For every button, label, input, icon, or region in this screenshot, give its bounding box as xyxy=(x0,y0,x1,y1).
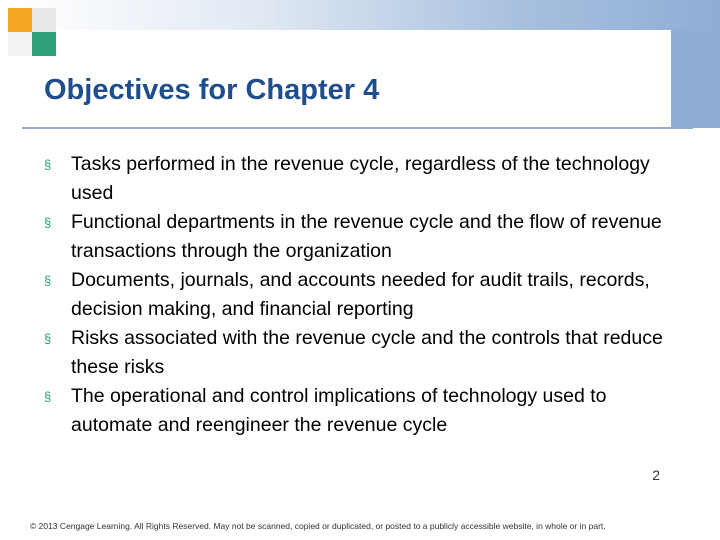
page-number: 2 xyxy=(652,467,660,483)
list-item xyxy=(44,324,684,382)
right-accent-bar xyxy=(671,30,720,128)
list-item xyxy=(44,382,684,440)
bullet-icon: § xyxy=(44,331,52,346)
list-item xyxy=(44,208,684,266)
list-item-text: The operational and control implications of technology used to automate and reengineer the revenue cycle xyxy=(71,385,607,436)
list-item-text: Risks associated with the revenue cycle and the controls that reduce these risks xyxy=(71,327,663,378)
bullet-icon: § xyxy=(44,389,52,404)
slide-title: Objectives for Chapter 4 xyxy=(44,74,380,106)
bullet-icon: § xyxy=(44,215,52,230)
title-divider xyxy=(22,127,693,129)
list-item-text: Functional departments in the revenue cycle and the flow of revenue transactions through the organization xyxy=(71,211,662,262)
decor-square-orange xyxy=(8,8,32,32)
list-item xyxy=(44,150,684,208)
bullet-icon: § xyxy=(44,273,52,288)
list-item-text: Documents, journals, and accounts needed for audit trails, records, decision making, and financial reporting xyxy=(71,269,650,320)
copyright-notice: © 2013 Cengage Learning. All Rights Reserved. May not be scanned, copied or duplicated, or posted to a publicly accessible website, in whole or in part. xyxy=(30,521,606,531)
objectives-list xyxy=(44,150,684,440)
list-item-text: Tasks performed in the revenue cycle, regardless of the technology used xyxy=(71,153,650,204)
decor-square-green xyxy=(32,32,56,56)
decor-square-gray xyxy=(32,8,56,32)
bullet-icon: § xyxy=(44,157,52,172)
decor-square-light xyxy=(8,32,32,56)
list-item xyxy=(44,266,684,324)
header-gradient-band xyxy=(22,0,720,30)
